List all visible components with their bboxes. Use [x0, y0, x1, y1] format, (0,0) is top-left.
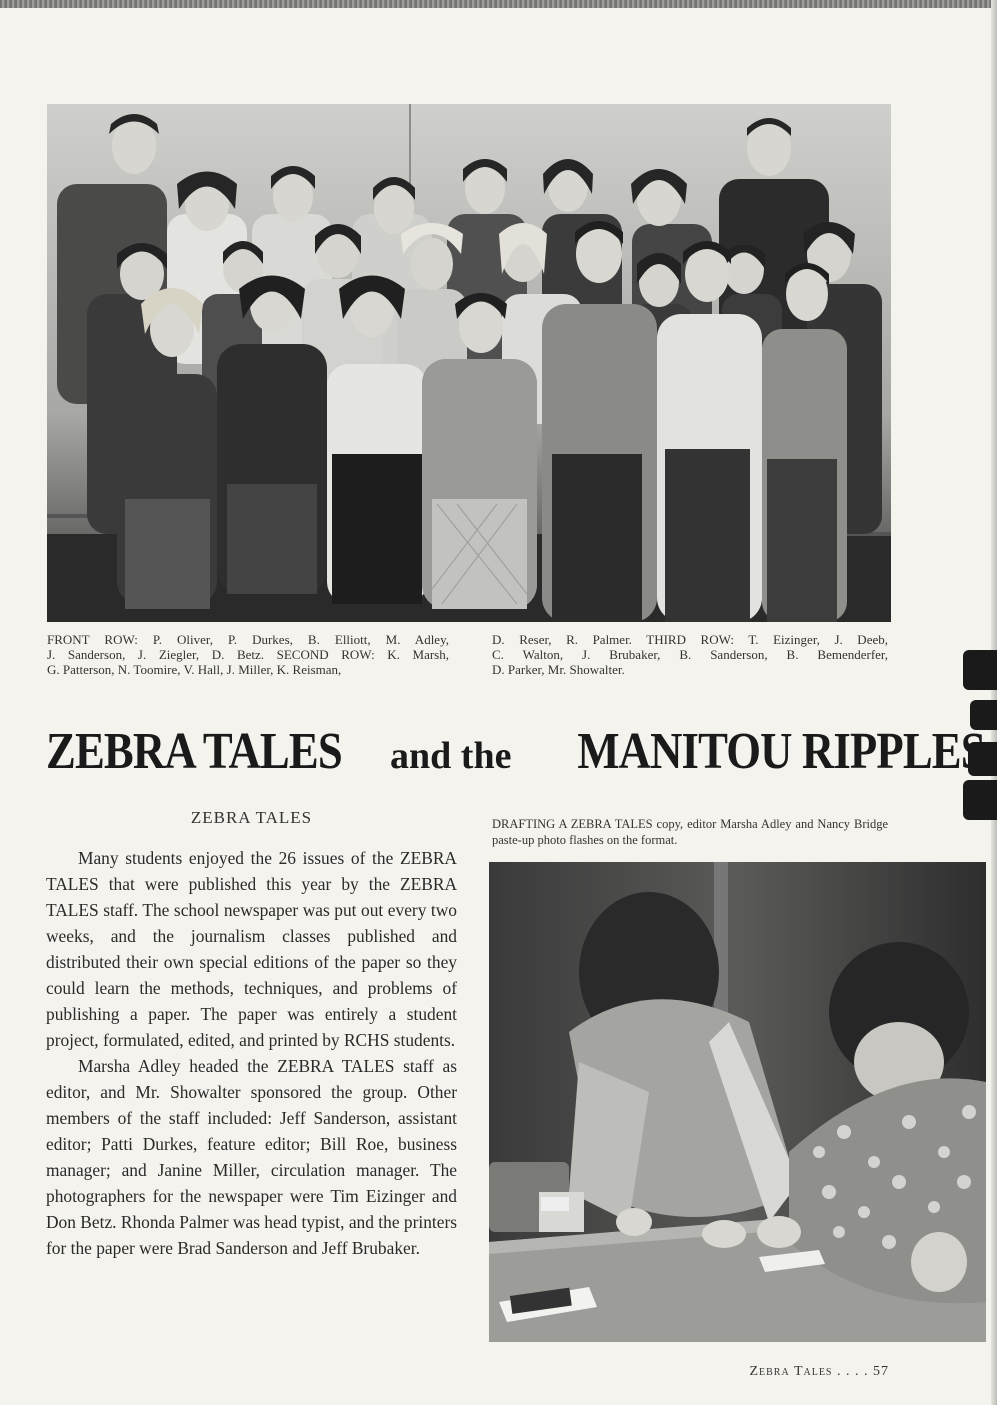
caption-line: D. Reser, R. Palmer. THIRD ROW: T. Eizinger, J. Deeb,: [492, 632, 888, 647]
section-title: ZEBRA TALES: [190, 808, 313, 827]
group-caption-left: [47, 632, 449, 677]
drafting-photo: [489, 862, 986, 1342]
caption-line: G. Patterson, N. Toomire, V. Hall, J. Miller, K. Reisman,: [47, 662, 342, 677]
page-number: 57: [873, 1364, 889, 1379]
headline-part-2: and the: [390, 735, 512, 777]
binder-clip-1: [963, 650, 997, 690]
headline-part-1: ZEBRA TALES: [46, 723, 342, 780]
photo-caption: DRAFTING A ZEBRA TALES copy, editor Marsha Adley and Nancy Bridge paste-up photo flashes on the format.: [492, 817, 888, 847]
scan-edge-top: [0, 0, 997, 8]
footer-dots: . . . .: [837, 1364, 869, 1379]
group-photo-image: [47, 104, 891, 622]
page-footer: [749, 1364, 889, 1380]
headline-part-3: MANITOU RIPPLES: [577, 723, 986, 780]
article-paragraph-2: Marsha Adley headed the ZEBRA TALES staff as editor, and Mr. Showalter sponsored the group. Other members of the staff included: Jeff Sanderson, assistant editor; Patti Durkes, feature editor; Bill Roe, business manager; and Janine Miller, circulation manager. The photographers for the newspaper were Tim Eizinger and Don Betz. Rhonda Palmer was head typist, and the printers for the paper were Brad Sanderson and Jeff Brubaker.: [46, 1056, 458, 1258]
page-headline: [46, 722, 986, 784]
article-body: [46, 845, 457, 1261]
footer-section: Zebra Tales: [749, 1364, 833, 1379]
binder-clip-4: [963, 780, 997, 820]
caption-line: FRONT ROW: P. Oliver, P. Durkes, B. Elliott, M. Adley,: [47, 632, 449, 647]
drafting-photo-image: [489, 862, 986, 1342]
caption-line: C. Walton, J. Brubaker, B. Sanderson, B. Bemenderfer,: [492, 647, 888, 662]
article-paragraph-1: Many students enjoyed the 26 issues of the ZEBRA TALES that were published this year by the ZEBRA TALES staff. The school newspaper was put out every two weeks, and the journalism classes published and distributed their own special editions of the paper so they could learn the methods, techniques, and problems of publishing a paper. The paper was entirely a student project, formulated, edited, and printed by RCHS students.: [46, 848, 457, 1050]
caption-line: J. Sanderson, J. Ziegler, D. Betz. SECOND ROW: K. Marsh,: [47, 647, 449, 662]
group-caption-right: [492, 632, 888, 677]
caption-line: D. Parker, Mr. Showalter.: [492, 662, 625, 677]
group-photo: [47, 104, 891, 622]
